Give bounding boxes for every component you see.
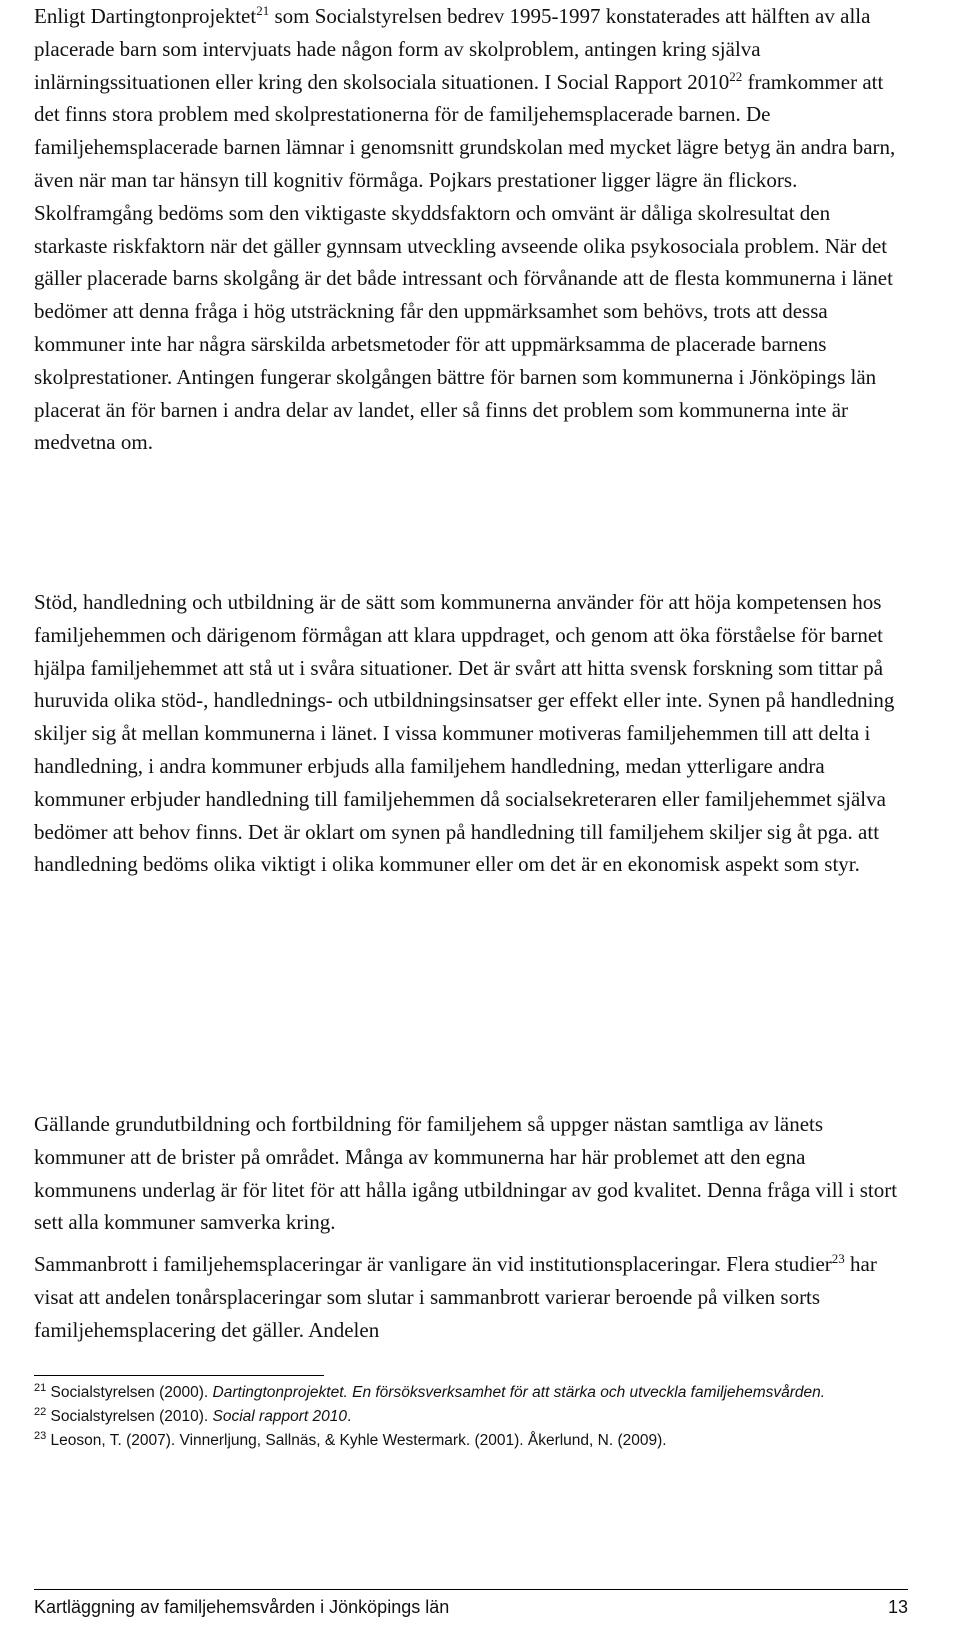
footnote-text: Socialstyrelsen (2000). — [46, 1384, 213, 1401]
footnote-number: 21 — [34, 1381, 47, 1394]
footnote-number: 22 — [34, 1405, 47, 1418]
paragraph-basic-education: Gällande grundutbildning och fortbildning för familjehem så uppger nästan samtliga av länets kommuner att de brister på området. Många av kommunerna har här problemet att den egna kommunens underlag är för litet för att hålla igång utbildningar av god kvalitet. Denna fråga vill i stort sett alla kommuner samverka kring. — [34, 1112, 898, 1235]
footnote-text: Leoson, T. (2007). Vinnerljung, Sallnäs, & Kyhle Westermark. (2001). Åkerlund, N. (2009). — [46, 1432, 667, 1449]
paragraph-text: som Socialstyrelsen bedrev 1995-1997 konstaterades att hälften av alla placerade barn som intervjuats hade någon form av skolproblem, antingen kring själva inlärningssituationen eller kring den skolsociala situationen. I Social Rapport 2010 — [34, 4, 871, 94]
footnote-23 — [34, 1429, 914, 1453]
footnote-punct: . — [346, 1408, 352, 1425]
footnote-number: 23 — [34, 1429, 47, 1442]
footnote-title: Dartingtonprojektet. En försöksverksamhet för att stärka och utveckla familjehemsvården. — [212, 1384, 826, 1401]
footer-divider — [34, 1589, 908, 1590]
paragraph-school-problems — [34, 0, 898, 459]
paragraph-text: har visat att andelen tonårsplaceringar som slutar i sammanbrott varierar beroende på vilken sorts familjehemsplacering det gäller. Andelen — [34, 1252, 877, 1342]
footnote-ref-23[interactable]: 23 — [831, 1251, 845, 1266]
paragraph-text: Sammanbrott i familjehemsplaceringar är vanligare än vid institutionsplaceringar. Flera studier — [34, 1252, 832, 1276]
footnote-22 — [34, 1405, 914, 1429]
page-footer — [34, 1597, 908, 1623]
paragraph-text: framkommer att det finns stora problem med skolprestationerna för de familjehemsplacerade barnen. De familjehemsplacerade barnen lämnar i genomsnitt grundskolan med mycket lägre betyg än andra barn, även när man tar hänsyn till kognitiv förmåga. Pojkars prestationer ligger lägre än flickors. Skolframgång bedöms som den viktigaste skyddsfaktorn och omvänt är dåliga skolresultat den starkaste riskfaktorn när det gäller gynnsam utveckling avseende olika psykosociala problem. När det gäller placerade barns skolgång är det både intressant och förvånande att de flesta kommunerna i länet bedömer att denna fråga i hög utsträckning får den uppmärksamhet som behövs, trots att dessa kommuner inte har några särskilda arbetsmetoder för att uppmärksamma de placerade barnens skolprestationer. Antingen fungerar skolgången bättre för barnen som kommunerna i Jönköpings län placerat än för barnen i andra delar av landet, eller så finns det problem som kommunerna inte är medvetna om. — [34, 69, 896, 455]
footnote-ref-22[interactable]: 22 — [729, 68, 743, 84]
footnote-title: Social rapport 2010 — [212, 1408, 347, 1425]
footnote-divider — [34, 1375, 324, 1376]
footnote-21 — [34, 1381, 914, 1405]
paragraph-support-training: Stöd, handledning och utbildning är de sätt som kommunerna använder för att höja kompetensen hos familjehemmen och därigenom förmågan att klara uppdraget, och genom att öka förståelse för barnet hjälpa familjehemmet att stå ut i svåra situationer. Det är svårt att hitta svensk forskning som tittar på huruvida olika stöd-, handlednings- och utbildningsinsatser ger effekt eller inte. Synen på handledning skiljer sig åt mellan kommunerna i länet. I vissa kommuner motiveras familjehemmen till att delta i handledning, i andra kommuner erbjuds alla familjehem handledning, medan ytterligare andra kommuner erbjuder handledning till familjehemmen då socialsekreteraren eller familjehemmet själva bedömer att behov finns. Det är oklart om synen på handledning till familjehem skiljer sig åt pga. att handledning bedöms olika viktigt i olika kommuner eller om det är en ekonomisk aspekt som styr. — [34, 590, 895, 877]
paragraph-text: Enligt Dartingtonprojektet — [34, 4, 257, 28]
footnotes — [34, 1381, 914, 1453]
page-number: 13 — [887, 1597, 908, 1617]
paragraph-breakdowns — [34, 1248, 898, 1346]
footnote-text: Socialstyrelsen (2010). — [46, 1408, 213, 1425]
footnote-ref-21[interactable]: 21 — [256, 3, 270, 18]
footer-title: Kartläggning av familjehemsvården i Jönköpings län — [34, 1597, 450, 1617]
